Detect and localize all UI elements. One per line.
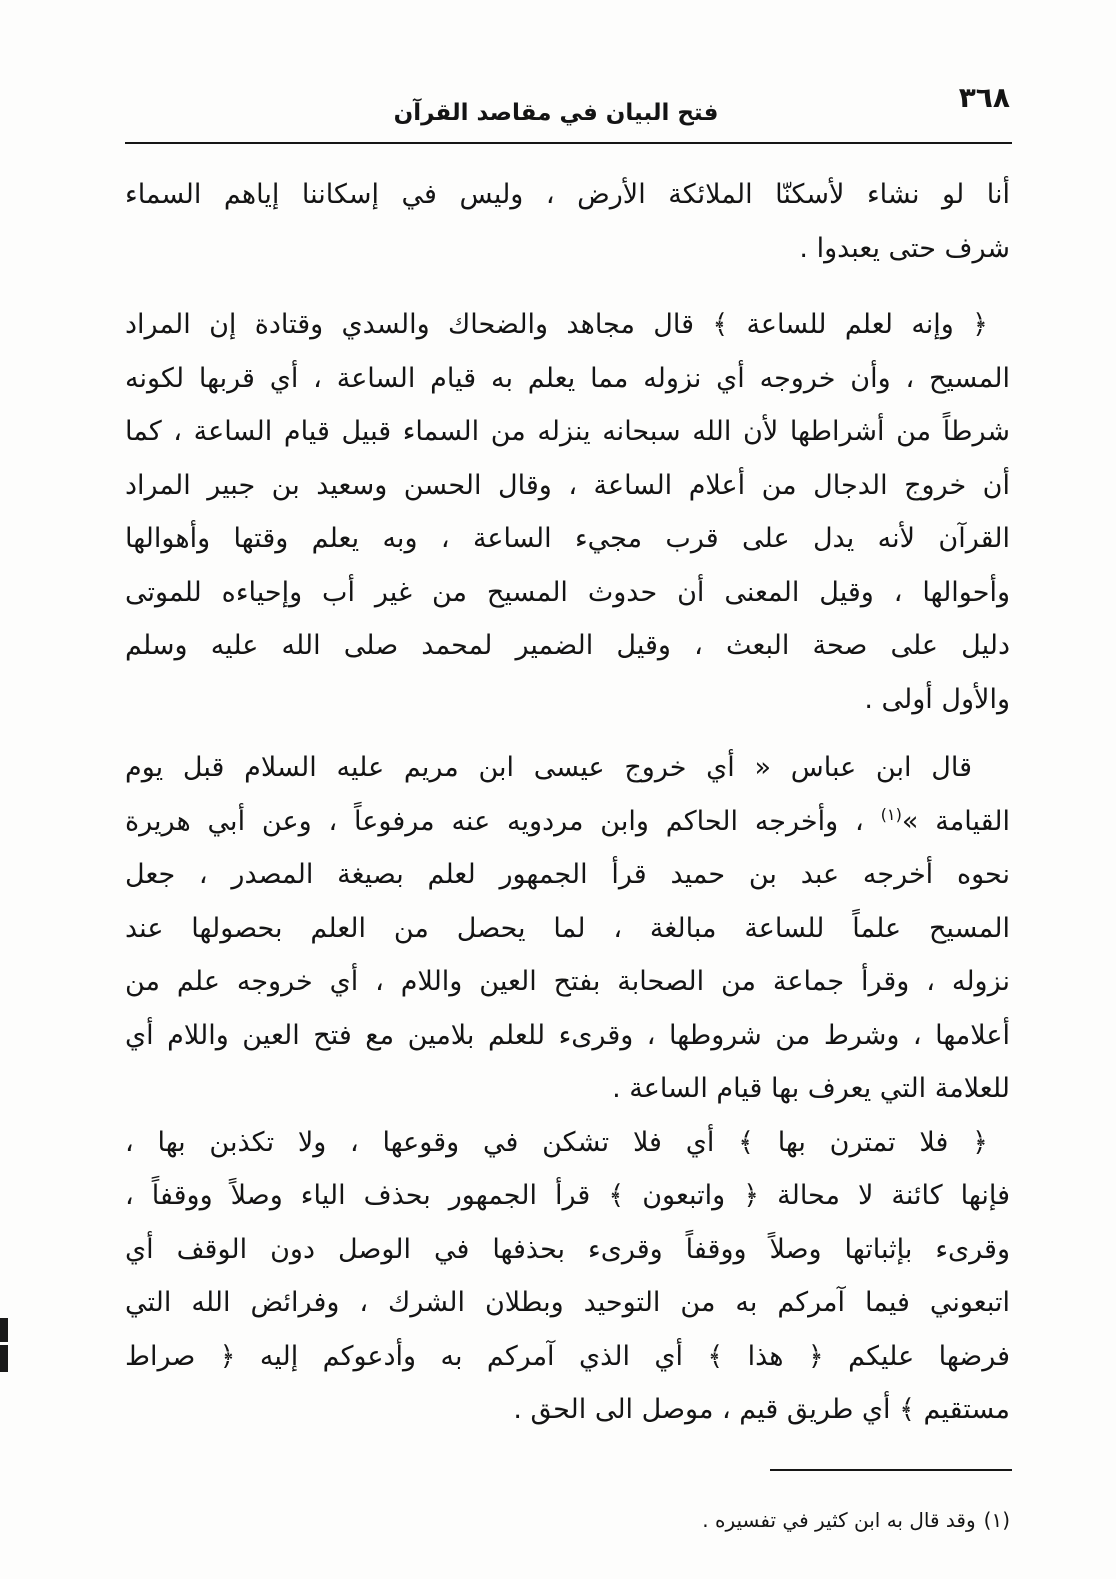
text-line: وقرىء بإثباتها وصلاً ووقفاً وقرىء بحذفها في الوصل دون الوقف أي [125,1233,1010,1265]
text-line: نحوه أخرجه عبد بن حميد قرأ الجمهور لعلم بصيغة المصدر ، جعل [125,859,1010,890]
footnote [370,1505,1010,1535]
footnote-reference: (١) [880,804,902,824]
scan-edge-mark [0,1318,8,1372]
running-title: فتح البيان في مقاصد القرآن [393,100,719,126]
text-line: اتبعوني فيما آمركم به من التوحيد وبطلان الشرك ، وفرائض الله التي [125,1287,1010,1318]
paragraph [125,168,1010,275]
text-line: أنا لو نشاء لأسكنّا الملائكة الأرض ، وليس في إسكاننا إياهم السماء [125,179,1010,210]
text-line: المسيح ، وأن خروجه أي نزوله مما يعلم به قيام الساعة ، أي قربها لكونه [125,362,1010,394]
text-line: شرطاً من أشراطها لأن الله سبحانه ينزله من السماء قبيل قيام الساعة ، كما [125,416,1010,447]
text-line: دليل على صحة البعث ، وقيل الضمير لمحمد صلى الله عليه وسلم [125,630,1010,661]
text-line: قال ابن عباس « أي خروج عيسى ابن مريم عليه السلام قبل يوم [125,752,972,783]
footnote-rule [770,1469,1012,1471]
footnote-text: وقد قال به ابن كثير في تفسيره . [702,1508,976,1532]
text-segment: ، وأخرجه الحاكم وابن مردويه عنه مرفوعاً ، وعن أبي هريرة [125,805,881,837]
text-line: فرضها عليكم ﴿ هذا ﴾ أي الذي آمركم به وأدعوكم إليه ﴿ صراط [125,1340,1010,1372]
paragraph [125,741,1010,1116]
footnote-marker: (١) [983,1508,1010,1532]
text-line: للعلامة التي يعرف بها قيام الساعة . [612,1073,1010,1104]
page-number: ٣٦٨ [958,81,1010,114]
header-rule [125,142,1012,144]
text-line: ﴿ فلا تمترن بها ﴾ أي فلا تشكن في وقوعها ، ولا تكذبن بها ، [125,1126,988,1158]
text-line: أعلامها ، وشرط من شروطها ، وقرىء للعلم بلامين مع فتح العين واللام أي [125,1019,1010,1051]
text-line: شرف حتى يعبدوا . [799,232,1010,264]
text-line: أن خروج الدجال من أعلام الساعة ، وقال الحسن وسعيد بن جبير المراد [125,469,1010,501]
text-line: فإنها كائنة لا محالة ﴿ واتبعون ﴾ قرأ الجمهور بحذف الياء وصلاً ووقفاً ، [125,1180,1010,1211]
body-text [125,168,1010,1437]
paragraph [125,298,1010,726]
text-line [125,795,1010,849]
text-line: ﴿ وإنه لعلم للساعة ﴾ قال مجاهد والضحاك والسدي وقتادة إن المراد [125,309,988,340]
paragraph [125,1116,1010,1437]
text-line: مستقيم ﴾ أي طريق قيم ، موصل الى الحق . [513,1394,1010,1425]
text-line: نزوله ، وقرأ جماعة من الصحابة بفتح العين واللام ، أي خروجه علم من [125,966,1010,997]
text-line: القرآن لأنه يدل على قرب مجيء الساعة ، وبه يعلم وقتها وأهوالها [125,523,1010,554]
text-line: وأحوالها ، وقيل المعنى أن حدوث المسيح من غير أب وإحياءه للموتى [125,576,1010,608]
text-line: المسيح علماً للساعة مبالغة ، لما يحصل من العلم بحصولها عند [125,912,1010,944]
text-segment: القيامة » [901,805,1010,837]
text-line: والأول أولى . [864,683,1010,715]
